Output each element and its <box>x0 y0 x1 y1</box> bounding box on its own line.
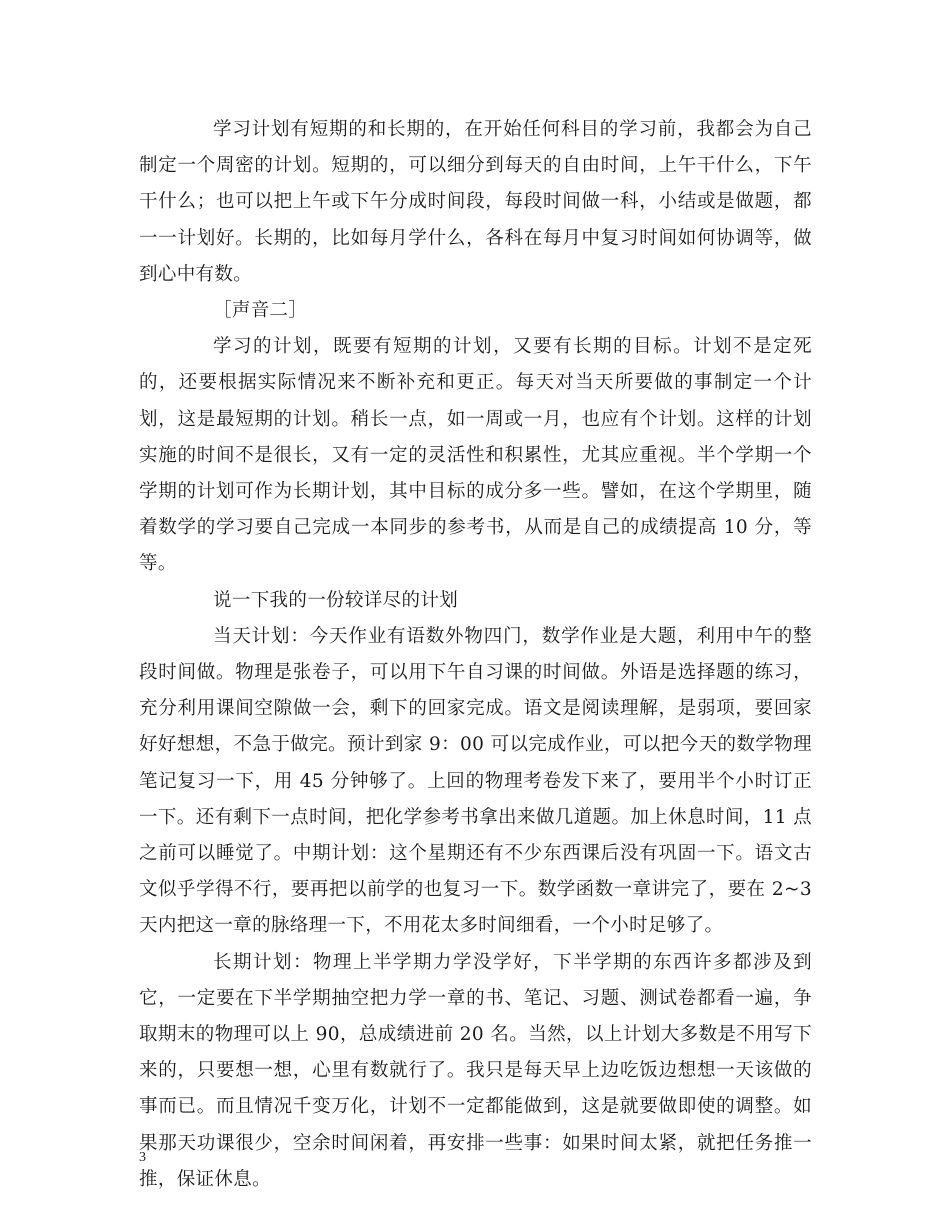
section-heading-detailed-plan: 说一下我的一份较详尽的计划 <box>213 589 459 611</box>
paragraph-daily-plan: 当天计划：今天作业有语数外物四门，数学作业是大题，利用中午的整段时间做。物理是张卷子，可以用下午自习课的时间做。外语是选择题的练习，充分利用课间空隙做一会，剩下的回家完成。语文是阅读理解，是弱项，要回家好好想想，不急于做完。预计到家 9：00 可以完成作业，可以把今天的数学物理笔记复习一下，用 45 分钟够了。上回的物理考卷发下来了，要用半个小时订正一下。还有剩下一点时间，把化学参考书拿出来做几道题。加上休息时间，11 点之前可以睡觉了。中期计划：这个星期还有不少东西课后没有巩固一下。语文古文似乎学得不行，要再把以前学的也复习一下。数学函数一章讲完了，要在 2~3 天内把这一章的脉络理一下，不用花太多时间细看，一个小时足够了。 <box>139 625 812 937</box>
section-heading-voice-two: ［声音二］ <box>213 300 308 322</box>
paragraph-plan-goals: 学习的计划，既要有短期的计划，又要有长期的目标。计划不是定死的，还要根据实际情况来不断补充和更正。每天对当天所要做的事制定一个计划，这是最短期的计划。稍长一点，如一周或一月，也应有个计划。这样的计划实施的时间不是很长，又有一定的灵活性和积累性，尤其应重视。半个学期一个学期的计划可作为长期计划，其中目标的成分多一些。譬如，在这个学期里，随着数学的学习要自己完成一本同步的参考书，从而是自己的成绩提高 10 分，等等。 <box>139 336 812 575</box>
page-number: 3 <box>139 1150 146 1165</box>
paragraph-short-long-plan: 学习计划有短期的和长期的，在开始任何科目的学习前，我都会为自己制定一个周密的计划。短期的，可以细分到每天的自由时间，上午干什么，下午干什么；也可以把上午或下午分成时间段，每段时间做一科，小结或是做题，都一一计划好。长期的，比如每月学什么，各科在每月中复习时间如何协调等，做到心中有数。 <box>139 119 812 285</box>
paragraph-long-term-plan: 长期计划：物理上半学期力学没学好，下半学期的东西许多都涉及到它，一定要在下半学期抽空把力学一章的书、笔记、习题、测试卷都看一遍，争取期末的物理可以上 90，总成绩进前 20 名。当然，以上计划大多数是不用写下来的，只要想一想，心里有数就行了。我只是每天早上边吃饭边想想一天该做的事而已。而且情况千变万化，计划不一定都能做到，这是就要做即使的调整。如果那天功课很少，空余时间闲着，再安排一些事：如果时间太紧，就把任务推一推，保证休息。 <box>139 951 812 1190</box>
document-body <box>139 112 812 1198</box>
